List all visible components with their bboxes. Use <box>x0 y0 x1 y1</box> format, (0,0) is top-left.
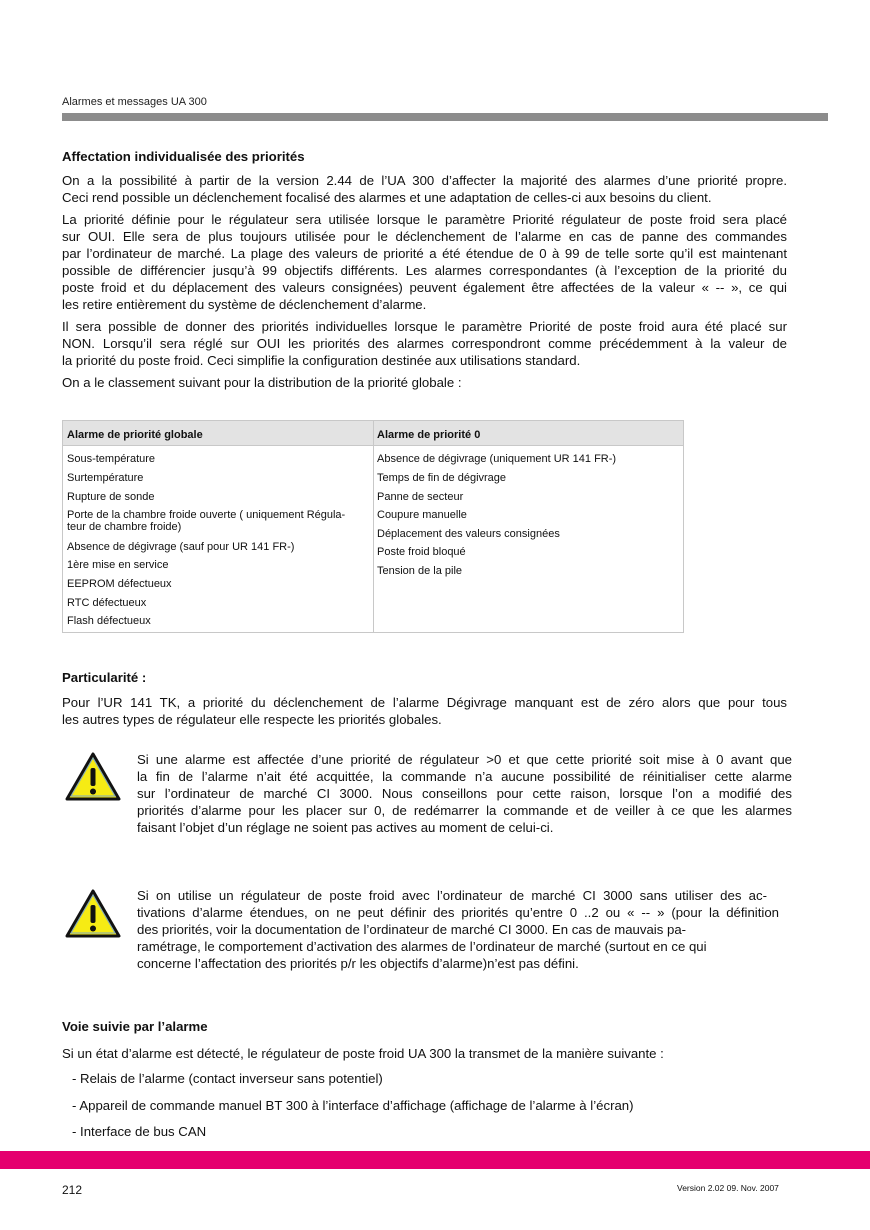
warning-text-line: tivations d’alarme étendues, on ne peut définir des priorités qu’entre 0 ..2 ou « -- » (pour la définition <box>137 905 779 920</box>
paragraph-line: les retire entièrement du système de déclenchement d’alarme. <box>62 297 427 312</box>
warning-text-line: Si on utilise un régulateur de poste froid avec l’ordinateur de marché CI 3000 sans utiliser des ac- <box>137 888 767 903</box>
table-cell: Panne de secteur <box>377 491 464 503</box>
paragraph-line: Ceci rend possible un déclenchement focalisé des alarmes et une adaptation de celles-ci aux besoins du client. <box>62 190 712 205</box>
column-divider <box>373 421 374 632</box>
paragraph-line: les autres types de régulateur elle respecte les priorités globales. <box>62 712 442 727</box>
running-header: Alarmes et messages UA 300 <box>62 96 207 108</box>
header-rule <box>62 113 828 121</box>
table-header-cell: Alarme de priorité 0 <box>377 429 481 441</box>
table-cell: RTC défectueux <box>67 597 147 609</box>
table-cell: Temps de fin de dégivrage <box>377 472 507 484</box>
section-heading: Affectation individualisée des priorités <box>62 149 305 164</box>
table-cell: 1ère mise en service <box>67 559 169 571</box>
table-cell: Sous-température <box>67 453 156 465</box>
table-cell: Déplacement des valeurs consignées <box>377 528 560 540</box>
warning-text-line: des priorités, voir la documentation de l’ordinateur de marché CI 3000. En cas de mauvais pa- <box>137 922 687 937</box>
table-cell: Coupure manuelle <box>377 509 467 521</box>
footer-accent-bar <box>0 1151 870 1169</box>
paragraph-line: NON. Lorsqu’il sera réglé sur OUI les priorités des alarmes correspondront comme précédemment à la valeur de <box>62 336 787 351</box>
warning-icon <box>65 889 121 939</box>
paragraph-line: La priorité définie pour le régulateur sera utilisée lorsque le paramètre Priorité régulateur de poste froid sera placé <box>62 212 787 227</box>
list-item: - Interface de bus CAN <box>72 1124 207 1139</box>
warning-text-line: la fin de l’alarme n’ait été acquittée, la commande n’a aucune possibilité de réinitialiser cette alarme <box>137 769 792 784</box>
table-cell: Poste froid bloqué <box>377 546 466 558</box>
list-item: - Relais de l’alarme (contact inverseur sans potentiel) <box>72 1071 383 1086</box>
table-cell: Porte de la chambre froide ouverte ( uniquement Régula- <box>67 509 346 521</box>
table-cell: Tension de la pile <box>377 565 463 577</box>
table-cell: Absence de dégivrage (uniquement UR 141 FR-) <box>377 453 617 465</box>
warning-text-line: priorités d’alarme pour les placer sur 0, de redémarrer la commande et de veiller à ce que les alarmes <box>137 803 792 818</box>
warning-text-line: Si une alarme est affectée d’une priorité de régulateur >0 et que cette priorité soit mise à 0 avant que <box>137 752 792 767</box>
warning-text-line: sur l’ordinateur de marché CI 3000. Nous conseillons pour cette raison, lorsque l’on a modifié des <box>137 786 792 801</box>
table-cell: Surtempérature <box>67 472 144 484</box>
list-item: - Appareil de commande manuel BT 300 à l’interface d’affichage (affichage de l’alarme à l’écran) <box>72 1098 634 1113</box>
section-heading: Particularité : <box>62 670 147 685</box>
paragraph-line: la priorité du poste froid. Ceci simplifie la configuration destinée aux utilisations standard. <box>62 353 581 368</box>
version-info: Version 2.02 09. Nov. 2007 <box>677 1183 779 1193</box>
paragraph-line: On a la possibilité à partir de la version 2.44 de l’UA 300 d’affecter la majorité des alarmes d’une priorité propre. <box>62 173 787 188</box>
table-cell: Flash défectueux <box>67 615 151 627</box>
paragraph-line: On a le classement suivant pour la distribution de la priorité globale : <box>62 375 462 390</box>
warning-text-line: concerne l’affectation des priorités p/r les objectifs d’alarme)n’est pas défini. <box>137 956 579 971</box>
table-cell: Rupture de sonde <box>67 491 155 503</box>
priority-table <box>62 420 684 633</box>
table-header-cell: Alarme de priorité globale <box>67 429 203 441</box>
paragraph-line: Pour l’UR 141 TK, a priorité du déclenchement de l’alarme Dégivrage manquant est de zéro alors que pour tous <box>62 695 787 710</box>
warning-text-line: faisant l’objet d’un réglage ne soient pas actives au moment de celui-ci. <box>137 820 554 835</box>
page-number: 212 <box>62 1183 83 1197</box>
paragraph-line: possible de différencier jusqu’à 99 objectifs différents. Les alarmes correspondantes (à l’exception de la priorité du <box>62 263 787 278</box>
table-cell: teur de chambre froide) <box>67 521 182 533</box>
paragraph-line: Si un état d’alarme est détecté, le régulateur de poste froid UA 300 la transmet de la manière suivante : <box>62 1046 664 1061</box>
warning-icon <box>65 752 121 802</box>
paragraph-line: poste froid et du déplacement des valeurs consignées) peuvent également être affectées de la valeur « -- », ce qui <box>62 280 787 295</box>
section-heading: Voie suivie par l’alarme <box>62 1019 208 1034</box>
table-cell: EEPROM défectueux <box>67 578 172 590</box>
paragraph-line: par l’ordinateur de marché. La plage des valeurs de priorité a été étendue de 0 à 99 de telle sorte qu’il est maintenant <box>62 246 787 261</box>
paragraph-line: Il sera possible de donner des priorités individuelles lorsque le paramètre Priorité de poste froid aura été placé sur <box>62 319 787 334</box>
paragraph-line: sur OUI. Elle sera de plus toujours utilisée pour le déclenchement de l’alarme en cas de panne des commandes <box>62 229 787 244</box>
warning-text-line: ramétrage, le comportement d’activation des alarmes de l’ordinateur de marché (surtout en ce qui <box>137 939 707 954</box>
table-cell: Absence de dégivrage (sauf pour UR 141 FR-) <box>67 541 295 553</box>
